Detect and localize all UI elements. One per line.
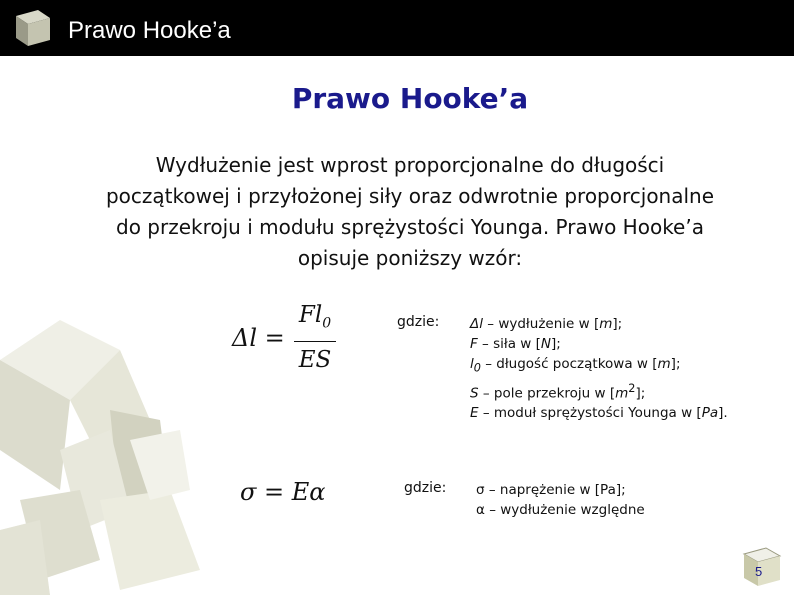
decorative-cubes [0, 300, 230, 595]
definition-item: F – siła w [N]; [470, 336, 561, 352]
fraction-bar [294, 341, 336, 343]
intro-paragraph [40, 150, 780, 274]
formula-stress: σ = Eα [240, 478, 326, 506]
definition-item: S – pole przekroju w $[m^2]$; [470, 381, 646, 402]
header-bar [0, 0, 794, 56]
definitions-list-1 [470, 314, 728, 423]
cube-logo-icon [10, 6, 54, 50]
definition-item: $l_0$ – długość początkowa w [m]; [470, 356, 681, 375]
numerator-subscript: 0 [322, 315, 332, 332]
formula-fraction [294, 300, 336, 375]
formula-denominator: ES [298, 347, 332, 374]
intro-line: opisuje poniższy wzór: [297, 246, 523, 270]
definition-item: α – wydłużenie względne [476, 502, 645, 518]
definition-item: Δl – wydłużenie w [m]; [470, 316, 623, 332]
page-number: 5 [755, 564, 763, 579]
intro-line: Wydłużenie jest wprost proporcjonalne do długości [155, 153, 665, 177]
definition-item: σ – naprężenie w [Pa]; [476, 482, 626, 498]
intro-line: do przekroju i modułu sprężystości Younga. Prawo Hooke’a [116, 215, 704, 239]
formula-lhs: Δl = [232, 324, 285, 352]
where-label-2: gdzie: [404, 480, 447, 496]
definition-item: E – moduł sprężystości Younga w [Pa]. [470, 405, 728, 422]
formula-numerator [294, 300, 336, 339]
slide-title: Prawo Hooke’a [291, 82, 529, 115]
numerator-text: Fl [298, 302, 323, 328]
definitions-list-2 [476, 480, 645, 520]
header-title: Prawo Hooke’a [68, 17, 231, 44]
where-label-1: gdzie: [397, 314, 440, 330]
intro-line: początkowej i przyłożonej siły oraz odwrotnie proporcjonalne [105, 184, 715, 208]
